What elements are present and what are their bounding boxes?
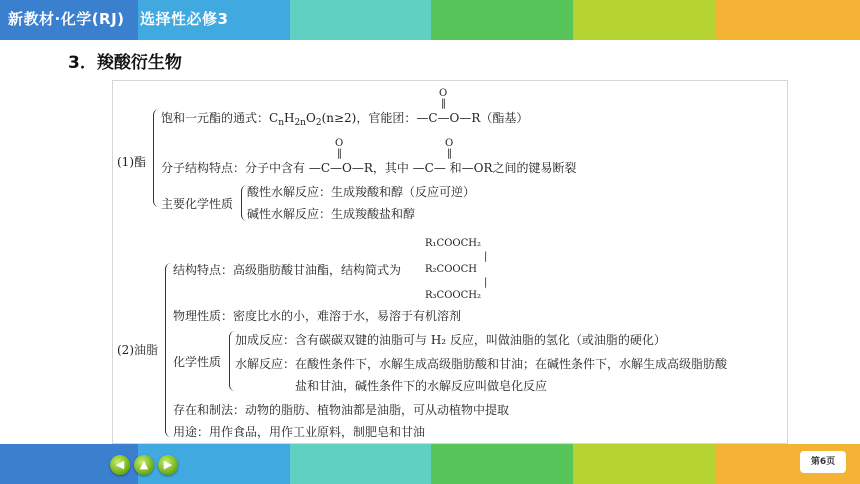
carbonyl-double-bond: ‖ <box>337 148 342 159</box>
header-color-segment <box>431 0 573 40</box>
home-button[interactable] <box>134 455 154 475</box>
prev-page-button[interactable] <box>110 455 130 475</box>
fat-use: 用途：用作食品，用作工业原料，制肥皂和甘油 <box>173 425 426 439</box>
carbonyl-oxygen-label: O <box>445 138 454 149</box>
ester-label: (1)酯 <box>117 155 146 169</box>
carbonyl-oxygen-label: O <box>439 88 448 99</box>
ester-chem-base: 碱性水解反应：生成羧酸盐和醇 <box>247 207 416 221</box>
ester-structure: 分子结构特点：分子中含有 —C—O—R，其中 —C— 和—OR之间的键易断裂 <box>161 161 577 175</box>
fat-structure: 结构特点：高级脂肪酸甘油酯，结构简式为 <box>173 263 402 277</box>
left-arrow-icon: ◀ <box>115 458 125 471</box>
fat-chem-hydrolysis: 水解反应：在酸性条件下，水解生成高级脂肪酸和甘油；在碱性条件下，水解生成高级脂肪酸 <box>235 357 728 371</box>
footer-color-segment <box>573 444 716 484</box>
fat-chem-label: 化学性质 <box>173 355 222 369</box>
header-color-segment <box>290 0 431 40</box>
fat-label: (2)油脂 <box>117 343 158 357</box>
fat-chem-addition: 加成反应：含有碳碳双键的油脂可与 H₂ 反应，叫做油脂的氢化（或油脂的硬化） <box>235 333 666 347</box>
fat-store: 存在和制法：动物的脂肪、植物油都是油脂，可从动植物中提取 <box>173 403 510 417</box>
fat-chem-hydrolysis-cont: 盐和甘油，碱性条件下的水解反应叫做皂化反应 <box>295 379 548 393</box>
carbonyl-oxygen-label: O <box>335 138 344 149</box>
fat-formula-bond: | <box>484 277 488 288</box>
fat-formula-bond: | <box>484 251 488 262</box>
footer-color-segment <box>431 444 573 484</box>
footer-color-segment <box>290 444 431 484</box>
fat-physical: 物理性质：密度比水的小，难溶于水，易溶于有机溶剂 <box>173 309 462 323</box>
ester-chem-acid: 酸性水解反应：生成羧酸和醇（反应可逆） <box>247 185 476 199</box>
fat-brace <box>165 263 172 437</box>
fat-formula-r1: R₁COOCH₂ <box>425 238 481 249</box>
ester-brace <box>153 109 160 207</box>
header-color-segment <box>573 0 716 40</box>
header-title: 新教材·化学(RJ) 选择性必修3 <box>8 10 229 28</box>
carbonyl-double-bond: ‖ <box>441 98 446 109</box>
fat-formula-r3: R₃COOCH₂ <box>425 290 481 301</box>
header-color-segment <box>716 0 860 40</box>
carbonyl-double-bond: ‖ <box>447 148 452 159</box>
page-number-badge: 第6页 <box>800 451 846 473</box>
ester-general-formula: 饱和一元酯的通式：$C_nH_{2n}O_2(n\ge 2)$，官能团：—C—O—R（酯基） <box>161 111 529 128</box>
up-arrow-icon: ▲ <box>139 458 149 471</box>
right-arrow-icon: ▶ <box>163 458 173 471</box>
section-title: 3．羧酸衍生物 <box>68 53 182 73</box>
next-page-button[interactable] <box>158 455 178 475</box>
ester-chem-label: 主要化学性质 <box>161 197 234 211</box>
content-diagram <box>112 80 788 444</box>
fat-formula-r2: R₂COOCH <box>425 264 477 275</box>
